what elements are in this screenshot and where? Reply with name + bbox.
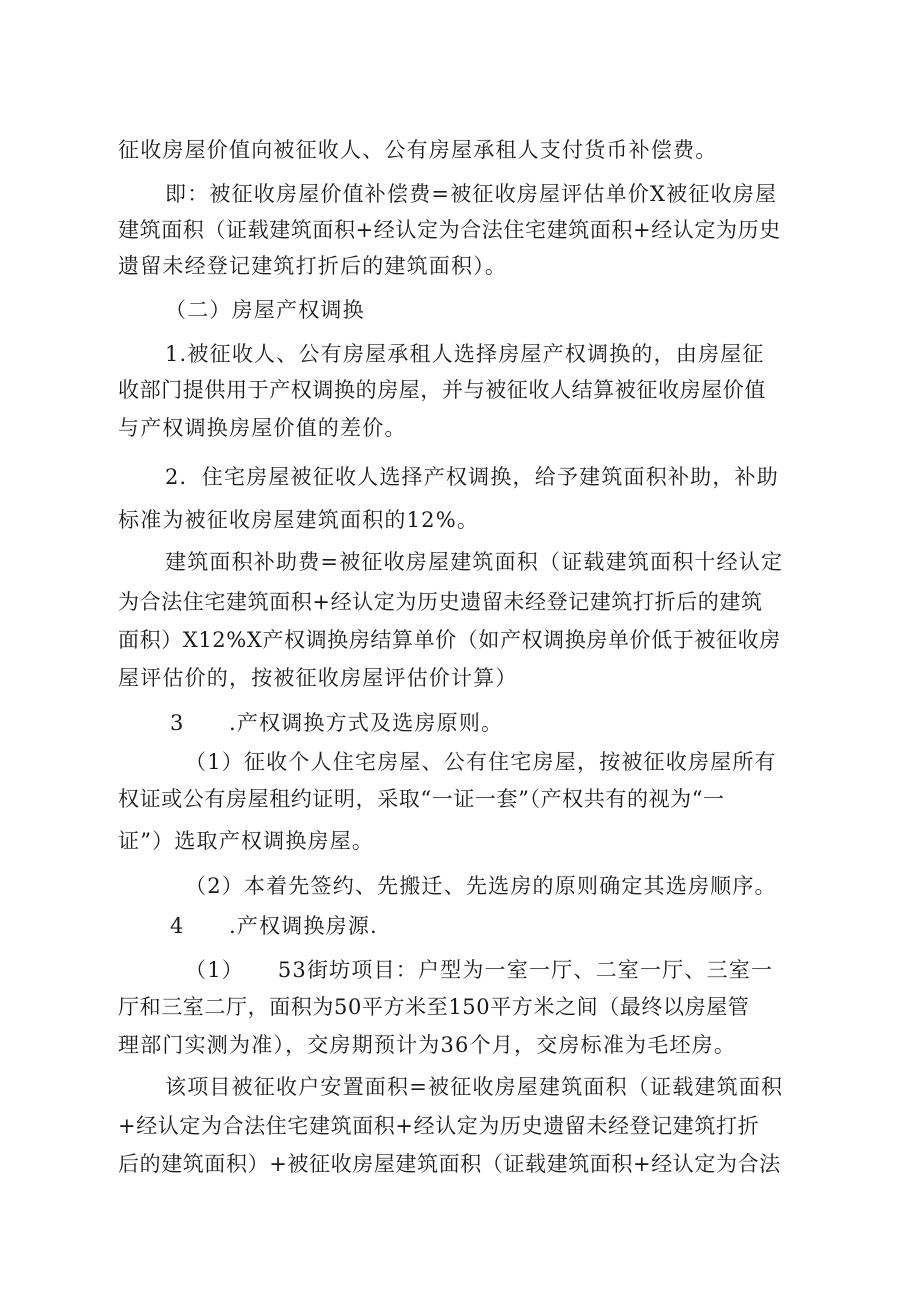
- text-line: 4 .产权调换房源.: [170, 914, 378, 938]
- text-line: 3 .产权调换方式及选房原则。: [170, 711, 504, 735]
- text-line: 1.被征收人、公有房屋承租人选择房屋产权调换的，由房屋征: [165, 342, 765, 366]
- text-line: 面积）X12%X产权调换房结算单价（如产权调换房单价低于被征收房: [118, 628, 781, 652]
- text-line: （1）征收个人住宅房屋、公有住宅房屋，按被征收房屋所有: [185, 750, 777, 774]
- text-line: 即：被征收房屋价值补偿费=被征收房屋评估单价X被征收房屋: [165, 182, 778, 206]
- text-line: 建筑面积（证载建筑面积+经认定为合法住宅建筑面积+经认定为历史: [118, 218, 781, 242]
- text-line: 屋评估价的，按被征收房屋评估价计算）: [118, 666, 518, 690]
- text-line: 厅和三室二厅，面积为50平方米至150平方米之间（最终以房屋管: [118, 995, 750, 1019]
- text-line: 标准为被征收房屋建筑面积的12%。: [118, 508, 480, 532]
- text-line: 权证或公有房屋租约证明，采取“一证一套”（产权共有的视为“一: [118, 787, 725, 811]
- text-line: （1） 53街坊项目：户型为一室一厅、二室一厅、三室一: [185, 958, 774, 982]
- text-line: 收部门提供用于产权调换的房屋，并与被征收人结算被征收房屋价值: [118, 378, 766, 402]
- text-line: 2．住宅房屋被征收人选择产权调换，给予建筑面积补助，补助: [165, 465, 779, 489]
- text-line: 该项目被征收户安置面积=被征收房屋建筑面积（证载建筑面积: [165, 1075, 784, 1099]
- text-line: 理部门实测为准），交房期预计为36个月，交房标准为毛坯房。: [118, 1033, 737, 1057]
- text-line: （2）本着先签约、先搬迁、先选房的原则确定其选房顺序。: [185, 874, 777, 898]
- text-line: 为合法住宅建筑面积+经认定为历史遗留未经登记建筑打折后的建筑: [118, 590, 763, 614]
- text-line: 与产权调换房屋价值的差价。: [118, 416, 407, 440]
- text-line: +经认定为合法住宅建筑面积+经认定为历史遗留未经登记建筑打折: [118, 1114, 760, 1138]
- section-heading: （二）房屋产权调换: [165, 298, 365, 322]
- text-line: 征收房屋价值向被征收人、公有房屋承租人支付货币补偿费。: [118, 138, 718, 162]
- text-line: 后的建筑面积）+被征收房屋建筑面积（证载建筑面积+经认定为合法: [118, 1152, 781, 1176]
- text-line: 建筑面积补助费=被征收房屋建筑面积（证载建筑面积十经认定: [165, 550, 784, 574]
- text-line: 遗留未经登记建筑打折后的建筑面积）。: [118, 254, 508, 278]
- text-line: 证”）选取产权调换房屋。: [118, 829, 375, 853]
